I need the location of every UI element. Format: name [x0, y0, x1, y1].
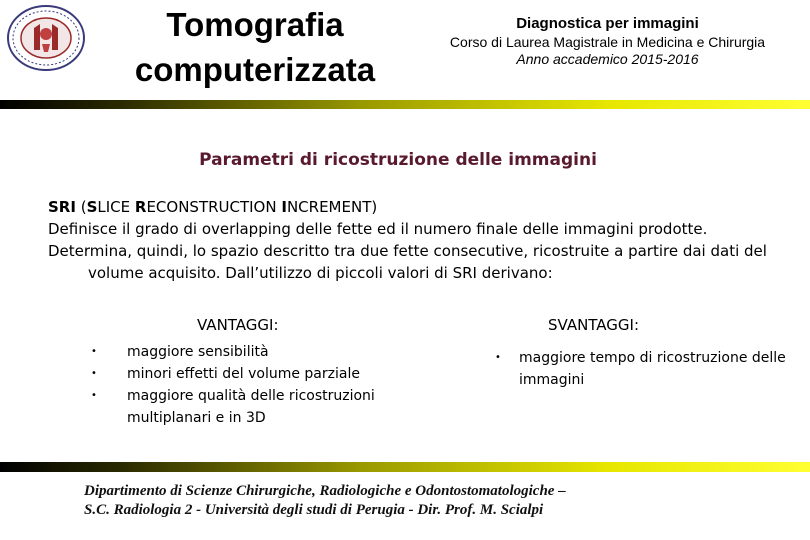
disadvantages-list — [495, 347, 804, 391]
list-item — [91, 385, 397, 429]
header-divider-bar — [0, 100, 810, 109]
advantage-item-3: maggiore qualità delle ricostruzioni multiplanari e in 3D — [127, 388, 375, 426]
title-line-2: computerizzata — [134, 51, 376, 88]
course-subject: Diagnostica per immagini — [516, 15, 699, 32]
bullet-icon: • — [91, 346, 97, 357]
advantage-item-1: maggiore sensibilità — [127, 344, 269, 360]
sri-paren: ( — [75, 198, 87, 216]
econstruction-text: ECONSTRUCTION — [146, 198, 282, 216]
footer — [84, 482, 566, 520]
disadvantage-item-1: maggiore tempo di ricostruzione delle immagini — [519, 350, 786, 388]
letter-r: R — [134, 198, 147, 216]
lice-text: LICE — [97, 198, 135, 216]
course-degree: Corso di Laurea Magistrale in Medicina e Chirurgia — [449, 34, 766, 50]
footer-department: Dipartimento di Scienze Chirurgiche, Radiologiche e Odontostomatologiche – — [84, 483, 566, 499]
disadvantages-heading: SVANTAGGI: — [548, 316, 640, 334]
advantages-heading: VANTAGGI: — [197, 316, 279, 334]
ncrement-text: NCREMENT) — [286, 198, 378, 216]
footer-unit: S.C. Radiologia 2 - Università degli studi di Perugia - Dir. Prof. M. Scialpi — [84, 502, 544, 518]
bullet-icon: • — [91, 368, 97, 379]
list-item — [495, 347, 804, 391]
bullet-icon: • — [495, 352, 501, 363]
body-text — [48, 196, 788, 284]
definition-line: Definisce il grado di overlapping delle fette ed il numero finale delle immagini prodotte. — [48, 220, 708, 238]
advantage-item-2: minori effetti del volume parziale — [127, 366, 360, 382]
page-title — [100, 2, 410, 92]
list-item — [91, 363, 397, 385]
letter-i: I — [281, 198, 287, 216]
title-line-1: Tomografia — [166, 6, 344, 43]
determination-paragraph: Determina, quindi, lo spazio descritto tra due fette consecutive, ricostruite a partire dai dati del volume acquisito. Dall’utilizzo di piccoli valori di SRI derivano: — [48, 242, 767, 282]
sri-definition-heading — [48, 196, 788, 218]
university-seal-icon — [6, 4, 86, 72]
academic-year: Anno accademico 2015-2016 — [516, 51, 699, 67]
letter-s: S — [86, 198, 98, 216]
bullet-icon: • — [91, 390, 97, 401]
course-info — [405, 14, 810, 68]
footer-divider-bar — [0, 462, 810, 472]
section-title: Parametri di ricostruzione delle immagini — [199, 150, 597, 170]
sri-abbr: SRI — [48, 198, 76, 216]
advantages-list — [91, 341, 397, 429]
list-item — [91, 341, 397, 363]
